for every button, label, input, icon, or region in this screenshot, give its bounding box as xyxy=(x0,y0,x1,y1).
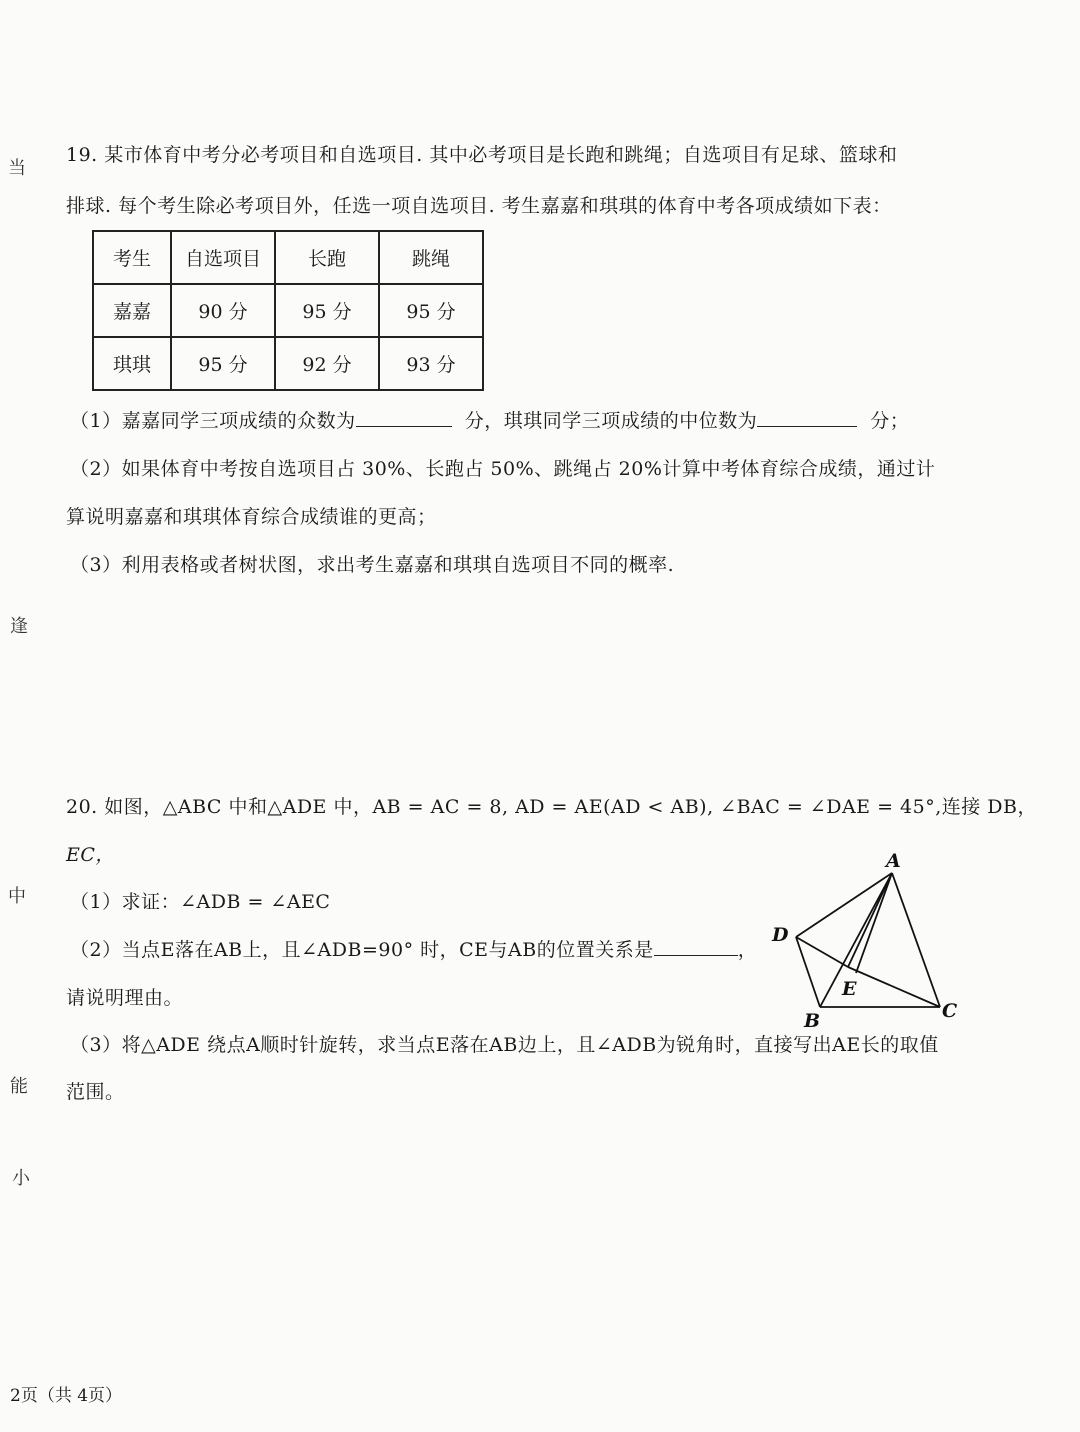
segment-A-inner xyxy=(856,873,892,973)
table-header-cell: 自选项目 xyxy=(171,231,275,284)
label-C: C xyxy=(942,1000,958,1022)
q19-part1-text-a: （1）嘉嘉同学三项成绩的众数为 xyxy=(70,410,356,432)
table-header-row xyxy=(93,231,483,284)
q20-part1: （1）求证：∠ADB = ∠AEC xyxy=(70,891,331,913)
label-E: E xyxy=(842,978,857,1000)
table-header-cell: 长跑 xyxy=(275,231,379,284)
q20-part2-text-a: （2）当点E落在AB上，且∠ADB=90° 时，CE与AB的位置关系是 xyxy=(70,939,654,961)
q19-stem-line1: 19. 某市体育中考分必考项目和自选项目. 其中必考项目是长跑和跳绳；自选项目有足球、篮球和 xyxy=(66,144,898,166)
q20-stem-line1: 20. 如图，△ABC 中和△ADE 中，AB = AC = 8, AD = AE(AD < AB), ∠BAC = ∠DAE = 45°,连接 DB， xyxy=(66,796,1037,818)
segment-DB xyxy=(796,937,820,1007)
margin-mark: 中 xyxy=(8,886,26,907)
table-cell: 95 分 xyxy=(379,284,483,337)
q19-part1-text-c: 分； xyxy=(870,410,910,432)
margin-mark: 小 xyxy=(12,1168,30,1189)
table-cell: 93 分 xyxy=(379,337,483,390)
table-cell: 90 分 xyxy=(171,284,275,337)
table-cell: 琪琪 xyxy=(93,337,171,390)
q19-part3: （3）利用表格或者树状图，求出考生嘉嘉和琪琪自选项目不同的概率. xyxy=(70,554,675,576)
table-row xyxy=(93,337,483,390)
q19-part1-text-b: 分，琪琪同学三项成绩的中位数为 xyxy=(464,410,758,432)
table-header-cell: 考生 xyxy=(93,231,171,284)
margin-mark: 当 xyxy=(8,158,26,179)
q20-stem-line2: EC， xyxy=(66,844,115,866)
label-A: A xyxy=(886,850,901,872)
table-row xyxy=(93,284,483,337)
q19-part2-line1: （2）如果体育中考按自选项目占 30%、长跑占 50%、跳绳占 20%计算中考体育综合成绩，通过计 xyxy=(70,458,936,480)
table-header-cell: 跳绳 xyxy=(379,231,483,284)
q20-part3-line2: 范围。 xyxy=(66,1081,125,1103)
margin-mark: 逢 xyxy=(10,616,28,637)
label-D: D xyxy=(772,924,789,946)
segment-AC xyxy=(892,873,940,1007)
answer-blank[interactable] xyxy=(356,408,452,427)
q19-part2-line2: 算说明嘉嘉和琪琪体育综合成绩谁的更高； xyxy=(66,506,437,528)
triangle-figure xyxy=(760,845,980,1035)
q20-part3-line1: （3）将△ADE 绕点A顺时针旋转，求当点E落在AB边上，且∠ADB为锐角时，直接写出AE长的取值 xyxy=(70,1034,939,1056)
q20-part2 xyxy=(70,937,757,963)
q19-part1 xyxy=(70,408,909,434)
margin-mark: 能 xyxy=(10,1076,28,1097)
table-cell: 92 分 xyxy=(275,337,379,390)
segment-EC xyxy=(848,967,940,1007)
table-cell: 95 分 xyxy=(171,337,275,390)
label-B: B xyxy=(804,1010,821,1032)
table-cell: 嘉嘉 xyxy=(93,284,171,337)
score-table xyxy=(92,230,484,391)
q20-part2-text-b: ， xyxy=(737,939,758,961)
answer-blank[interactable] xyxy=(757,408,857,427)
q20-part2-line2: 请说明理由。 xyxy=(66,987,184,1009)
table-cell: 95 分 xyxy=(275,284,379,337)
answer-blank[interactable] xyxy=(654,937,738,956)
page-footer: 2页（共 4页） xyxy=(10,1386,123,1406)
q19-stem-line2: 排球. 每个考生除必考项目外，任选一项自选项目. 考生嘉嘉和琪琪的体育中考各项成绩如下表： xyxy=(66,195,892,217)
